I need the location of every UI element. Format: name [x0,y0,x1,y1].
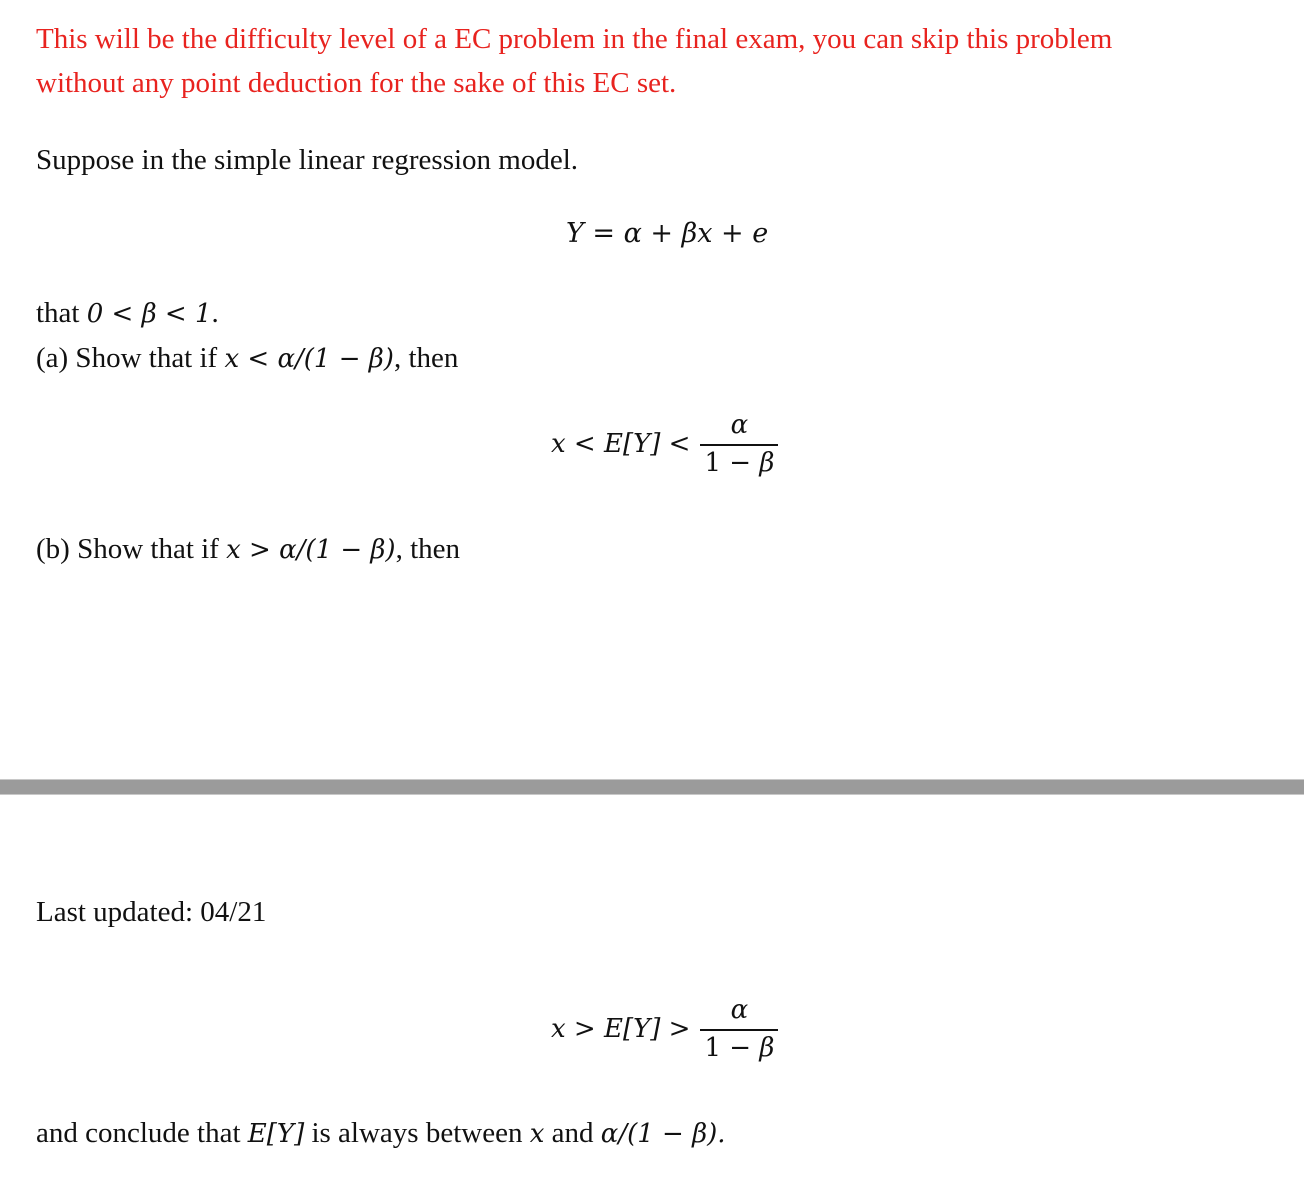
conclusion-prefix: and conclude that [36,1117,248,1149]
last-updated: Last updated: 04/21 [36,896,267,928]
condition-prefix: that [36,297,87,329]
ec-note-line-2: without any point deduction for the sake of this EC set. [36,67,677,99]
part-a-fraction [700,410,778,478]
problem-intro: Suppose in the simple linear regression model. [36,144,579,176]
part-b-fraction-den-number: 1 − [704,1033,760,1063]
part-a-statement [36,336,458,381]
conclusion-math-bound: α/(1 − β). [600,1119,726,1149]
part-a-inequality [551,410,778,478]
part-b-statement [36,527,460,572]
part-a-inequality-left: x < E[Y] < [551,429,691,459]
part-a-suffix: , then [393,342,459,374]
part-a-math: x < α/(1 − β) [224,344,394,374]
part-b-inequality-left: x > E[Y] > [551,1014,691,1044]
condition-math: 0 < β < 1 [86,299,212,329]
part-b-prefix: (b) Show that if [36,533,227,565]
model-equation: Y = α + βx + e [566,218,769,249]
part-b-fraction [700,995,778,1063]
conclusion-line [36,1111,726,1156]
page-separator [0,779,1304,795]
part-a-fraction-den-var: β [759,448,775,478]
conclusion-and: and [544,1117,601,1149]
part-a-prefix: (a) Show that if [36,342,225,374]
part-b-math: x > α/(1 − β) [226,535,396,565]
part-a-fraction-numerator: α [700,410,778,446]
part-b-suffix: , then [395,533,461,565]
part-a-fraction-denominator [700,446,778,478]
conclusion-math-x: x [529,1119,545,1149]
conclusion-math-ey: E[Y] [247,1119,305,1149]
condition-line [36,291,219,336]
part-b-fraction-numerator: α [700,995,778,1031]
part-b-inequality [551,995,778,1063]
condition-suffix: . [211,297,219,329]
part-a-fraction-den-number: 1 − [704,448,760,478]
conclusion-middle: is always between [304,1117,530,1149]
ec-note-line-1: This will be the difficulty level of a EC problem in the final exam, you can skip this problem [36,23,1113,55]
part-b-fraction-den-var: β [759,1033,775,1063]
part-b-fraction-denominator [700,1031,778,1063]
